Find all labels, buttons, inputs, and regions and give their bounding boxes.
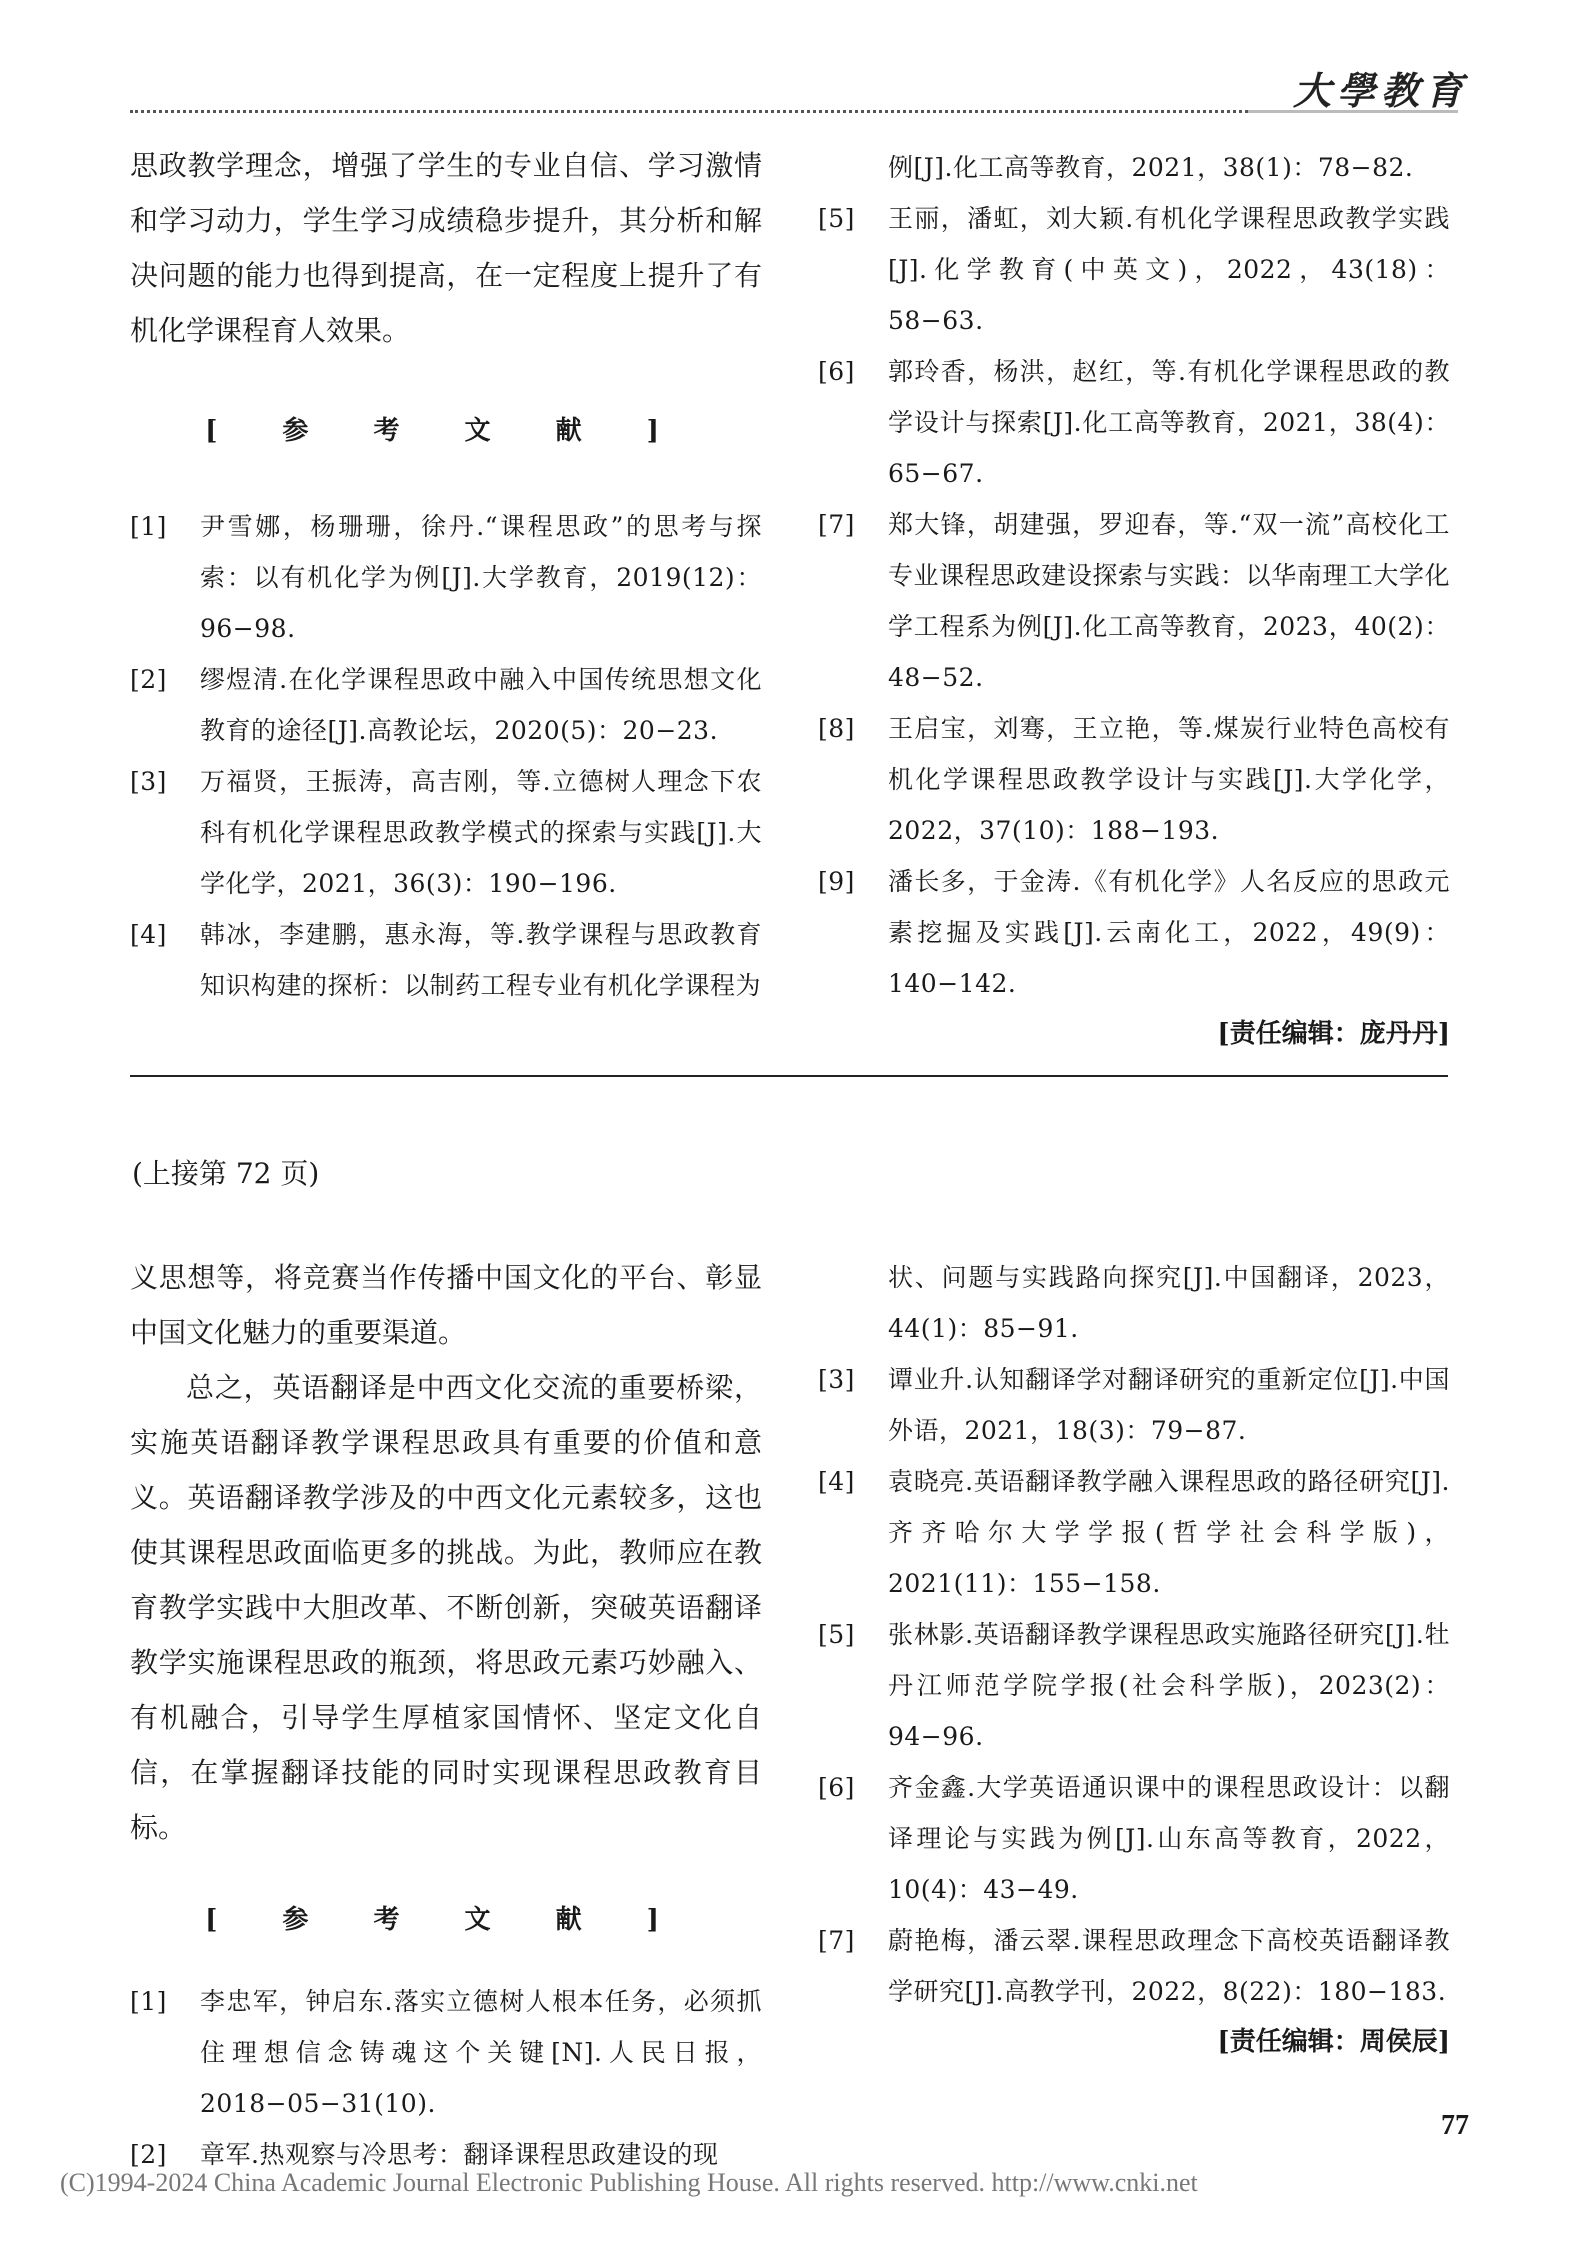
reference-item (818, 346, 1450, 499)
reference-item (818, 703, 1450, 856)
reference-text: 李忠军，钟启东.落实立德树人根本任务，必须抓住理想信念铸魂这个关键[N].人民日报，2018−05−31(10). (200, 1987, 762, 2118)
reference-number: [3] (130, 767, 167, 796)
reference-number: [4] (130, 920, 167, 949)
reference-number: [5] (818, 1620, 855, 1649)
article2-right-column (818, 1252, 1450, 2068)
reference-number: [6] (818, 357, 855, 386)
reference-number: [1] (130, 512, 167, 541)
reference-item (130, 501, 762, 654)
reference-item (818, 1456, 1450, 1609)
reference-text: 万福贤，王振涛，高吉刚，等.立德树人理念下农科有机化学课程思政教学模式的探索与实践[J].大学化学，2021，36(3)：190−196. (200, 767, 762, 898)
article2-left-column (130, 1250, 762, 2180)
reference-item (818, 856, 1450, 1009)
reference-text: 谭业升.认知翻译学对翻译研究的重新定位[J].中国外语，2021，18(3)：79−87. (888, 1365, 1450, 1445)
article1-reference-list-left (130, 501, 762, 1011)
reference-text: 状、问题与实践路向探究[J].中国翻译，2023，44(1)：85−91. (888, 1263, 1450, 1343)
reference-text: 王启宝，刘骞，王立艳，等.煤炭行业特色高校有机化学课程思政教学设计与实践[J].大学化学，2022，37(10)：188−193. (888, 714, 1450, 845)
reference-item (130, 1976, 762, 2129)
reference-item (818, 1609, 1450, 1762)
reference-text: 章军.热观察与冷思考：翻译课程思政建设的现 (200, 2140, 719, 2169)
reference-number: [2] (130, 665, 167, 694)
article2-references-heading: [ 参 考 文 献 ] (205, 1905, 687, 1935)
reference-number: [5] (818, 204, 855, 233)
reference-text: 郭玲香，杨洪，赵红，等.有机化学课程思政的教学设计与探索[J].化工高等教育，2021，38(4)：65−67. (888, 357, 1450, 488)
reference-number: [1] (130, 1987, 167, 2016)
reference-text: 蔚艳梅，潘云翠.课程思政理念下高校英语翻译教学研究[J].高教学刊，2022，8(22)：180−183. (888, 1926, 1450, 2006)
article2-reference-list-left (130, 1976, 762, 2180)
reference-item (818, 1354, 1450, 1456)
reference-item (818, 1252, 1450, 1354)
article2-body-paragraph-1: 义思想等，将竞赛当作传播中国文化的平台、彰显中国文化魅力的重要渠道。 (130, 1261, 762, 1349)
reference-text: 例[J].化工高等教育，2021，38(1)：78−82. (888, 153, 1414, 182)
reference-number: [7] (818, 510, 855, 539)
continued-from-note: (上接第 72 页) (132, 1157, 320, 1190)
reference-item (130, 654, 762, 756)
reference-item (818, 193, 1450, 346)
reference-item (130, 909, 762, 1011)
reference-text: 张林影.英语翻译教学课程思政实施路径研究[J].牡丹江师范学院学报(社会科学版)，2023(2)：94−96. (888, 1620, 1450, 1751)
article1-reference-list-right (818, 142, 1450, 1009)
reference-text: 齐金鑫.大学英语通识课中的课程思政设计：以翻译理论与实践为例[J].山东高等教育，2022，10(4)：43−49. (888, 1773, 1450, 1904)
article2-body-paragraph-2: 总之，英语翻译是中西文化交流的重要桥梁，实施英语翻译教学课程思政具有重要的价值和意义。英语翻译教学涉及的中西文化元素较多，这也使其课程思政面临更多的挑战。为此，教师应在教育教学实践中大胆改革、不断创新，突破英语翻译教学实施课程思政的瓶颈，将思政元素巧妙融入、有机融合，引导学生厚植家国情怀、坚定文化自信，在掌握翻译技能的同时实现课程思政教育目标。 (130, 1371, 762, 1844)
reference-text: 王丽，潘虹，刘大颖.有机化学课程思政教学实践[J].化学教育(中英文)，2022，43(18)：58−63. (888, 204, 1450, 335)
reference-number: [6] (818, 1773, 855, 1802)
article2-editor-credit: [责任编辑：周侯辰] (1217, 2027, 1450, 2057)
header-rule (130, 110, 1248, 113)
reference-number: [8] (818, 714, 855, 743)
reference-text: 袁晓亮.英语翻译教学融入课程思政的路径研究[J].齐齐哈尔大学学报(哲学社会科学版)，2021(11)：155−158. (888, 1467, 1450, 1598)
reference-text: 韩冰，李建鹏，惠永海，等.教学课程与思政教育知识构建的探析：以制药工程专业有机化学课程为 (200, 920, 762, 1000)
reference-item (818, 142, 1450, 193)
reference-text: 缪煜清.在化学课程思政中融入中国传统思想文化教育的途径[J].高教论坛，2020(5)：20−23. (200, 665, 762, 745)
reference-item (130, 756, 762, 909)
article2-reference-list-right (818, 1252, 1450, 2017)
reference-number: [4] (818, 1467, 855, 1496)
article1-left-column (130, 138, 762, 1011)
reference-text: 郑大锋，胡建强，罗迎春，等.“双一流”高校化工专业课程思政建设探索与实践：以华南理工大学化学工程系为例[J].化工高等教育，2023，40(2)：48−52. (888, 510, 1450, 692)
article1-references-heading: [ 参 考 文 献 ] (205, 416, 687, 446)
reference-text: 尹雪娜，杨珊珊，徐丹.“课程思政”的思考与探索：以有机化学为例[J].大学教育，2019(12)：96−98. (200, 512, 762, 643)
reference-number: [7] (818, 1926, 855, 1955)
reference-item (818, 1762, 1450, 1915)
article1-editor-credit: [责任编辑：庞丹丹] (1217, 1019, 1450, 1049)
article1-right-column (818, 142, 1450, 1060)
reference-item (818, 499, 1450, 703)
article-divider (130, 1075, 1448, 1077)
reference-number: [3] (818, 1365, 855, 1394)
reference-item (818, 1915, 1450, 2017)
copyright-notice: (C)1994-2024 China Academic Journal Electronic Publishing House. All rights reserved. http://www.cnki.net (60, 2168, 1198, 2197)
page-number: 77 (1441, 2110, 1469, 2141)
journal-logo: 大學教育 (1292, 68, 1469, 113)
header-rule-tail (1248, 110, 1458, 113)
reference-text: 潘长多，于金涛.《有机化学》人名反应的思政元素挖掘及实践[J].云南化工，2022，49(9)：140−142. (888, 867, 1450, 998)
article1-body-paragraph: 思政教学理念，增强了学生的专业自信、学习激情和学习动力，学生学习成绩稳步提升，其分析和解决问题的能力也得到提高，在一定程度上提升了有机化学课程育人效果。 (130, 149, 762, 347)
reference-number: [2] (130, 2140, 167, 2169)
reference-number: [9] (818, 867, 855, 896)
